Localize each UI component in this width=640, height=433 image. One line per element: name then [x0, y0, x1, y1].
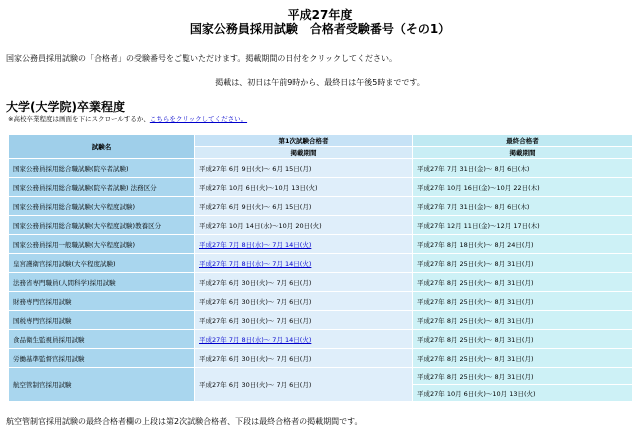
exam-name-cell: 皇宮護衛官採用試験(大卒程度試験): [9, 254, 195, 273]
exam-table: [8, 134, 633, 402]
header-exam-name: 試験名: [9, 135, 195, 159]
final-period-cell: 平成27年 7月 31日(金)～ 8月 6日(木): [413, 197, 633, 216]
exam-name-cell: 国家公務員採用総合職試験(院卒者試験): [9, 159, 195, 178]
first-stage-period-cell: [195, 235, 413, 254]
table-row: [9, 254, 633, 273]
table-row: [9, 273, 633, 292]
first-stage-period-cell: 平成27年 6月 30日(火)～ 7月 6日(月): [195, 349, 413, 368]
exam-name-cell: 国家公務員採用総合職試験(院卒者試験) 法務区分: [9, 178, 195, 197]
section-note: [8, 115, 640, 123]
header-first-period: 掲載期間: [195, 147, 413, 159]
final-period-cell: 平成27年 8月 25日(火)～ 8月 31日(月): [413, 311, 633, 330]
first-stage-period-cell: 平成27年 6月 9日(火)～ 6月 15日(月): [195, 197, 413, 216]
notice-text: 掲載は、初日は午前9時から、最終日は午後5時までです。: [215, 78, 425, 87]
page-title: 国家公務員採用試験 合格者受験番号（その1）: [189, 22, 451, 36]
exam-name-cell: 法務省専門職員(人間科学)採用試験: [9, 273, 195, 292]
page-year: 平成27年度: [287, 8, 353, 22]
final-period-cell: 平成27年 12月 11日(金)～12月 17日(木): [413, 216, 633, 235]
first-stage-period-cell: 平成27年 6月 30日(火)～ 7月 6日(月): [195, 368, 413, 402]
section-title: 大学(大学院)卒業程度: [6, 100, 125, 114]
table-row: [9, 178, 633, 197]
table-row: [9, 235, 633, 254]
final-period-cell: 平成27年 8月 25日(火)～ 8月 31日(月): [413, 273, 633, 292]
second-stage-period-cell: 平成27年 8月 25日(火)～ 8月 31日(月): [413, 368, 633, 385]
exam-name-cell: 国家公務員採用一般職試験(大卒程度試験): [9, 235, 195, 254]
first-stage-period-cell: 平成27年 10月 14日(水)～10月 20日(火): [195, 216, 413, 235]
first-stage-period-link[interactable]: 平成27年 7月 8日(水)～ 7月 14日(火): [199, 259, 312, 268]
first-stage-period-cell: 平成27年 6月 30日(火)～ 7月 6日(月): [195, 273, 413, 292]
table-row: [9, 216, 633, 235]
first-stage-period-cell: 平成27年 6月 30日(火)～ 7月 6日(月): [195, 311, 413, 330]
section-note-prefix: ※高校卒業程度は画面を下にスクロールするか、: [8, 115, 150, 123]
table-row: [9, 311, 633, 330]
exam-name-cell: 労働基準監督官採用試験: [9, 349, 195, 368]
exam-name-cell: 財務専門官採用試験: [9, 292, 195, 311]
first-stage-period-cell: 平成27年 6月 9日(火)～ 6月 15日(月): [195, 159, 413, 178]
final-period-cell: 平成27年 7月 31日(金)～ 8月 6日(木): [413, 159, 633, 178]
header-final-period: 掲載期間: [413, 147, 633, 159]
header-row: [9, 135, 633, 147]
high-school-link[interactable]: こちらをクリックしてください。: [149, 115, 248, 123]
first-stage-period-link[interactable]: 平成27年 7月 8日(水)～ 7月 14日(火): [199, 335, 312, 344]
final-period-cell: 平成27年 10月 6日(火)～10月 13日(火): [413, 385, 633, 402]
first-stage-period-cell: 平成27年 10月 6日(火)～10月 13日(火): [195, 178, 413, 197]
final-period-cell: 平成27年 8月 25日(火)～ 8月 31日(月): [413, 349, 633, 368]
exam-name-cell: 国家公務員採用総合職試験(大卒程度試験)教養区分: [9, 216, 195, 235]
final-period-cell: 平成27年 8月 18日(火)～ 8月 24日(月): [413, 235, 633, 254]
table-row: [9, 349, 633, 368]
title-block: [0, 0, 640, 36]
exam-name-cell: 国家公務員採用総合職試験(大卒程度試験): [9, 197, 195, 216]
exam-name-cell: 航空管制官採用試験: [9, 368, 195, 402]
header-first-stage: 第1次試験合格者: [195, 135, 413, 147]
footer-note: 航空管制官採用試験の最終合格者欄の上段は第2次試験合格者、下段は最終合格者の掲載期間です。: [6, 417, 363, 426]
first-stage-period-cell: 平成27年 6月 30日(火)～ 7月 6日(月): [195, 292, 413, 311]
first-stage-period-link[interactable]: 平成27年 7月 8日(水)～ 7月 14日(火): [199, 240, 312, 249]
first-stage-period-cell: [195, 254, 413, 273]
header-final: 最終合格者: [413, 135, 633, 147]
final-period-cell: 平成27年 8月 25日(火)～ 8月 31日(月): [413, 330, 633, 349]
table-row: [9, 368, 633, 385]
final-period-cell: 平成27年 8月 25日(火)～ 8月 31日(月): [413, 292, 633, 311]
table-row: [9, 292, 633, 311]
final-period-cell: 平成27年 8月 25日(火)～ 8月 31日(月): [413, 254, 633, 273]
intro-text: 国家公務員採用試験の「合格者」の受験番号をご覧いただけます。掲載期間の日付をクリックしてください。: [6, 54, 398, 63]
exam-table-body: [9, 159, 633, 402]
table-row: [9, 330, 633, 349]
exam-name-cell: 国税専門官採用試験: [9, 311, 195, 330]
table-row: [9, 159, 633, 178]
final-period-cell: 平成27年 10月 16日(金)～10月 22日(木): [413, 178, 633, 197]
first-stage-period-cell: [195, 330, 413, 349]
table-row: [9, 197, 633, 216]
exam-name-cell: 食品衛生監視員採用試験: [9, 330, 195, 349]
